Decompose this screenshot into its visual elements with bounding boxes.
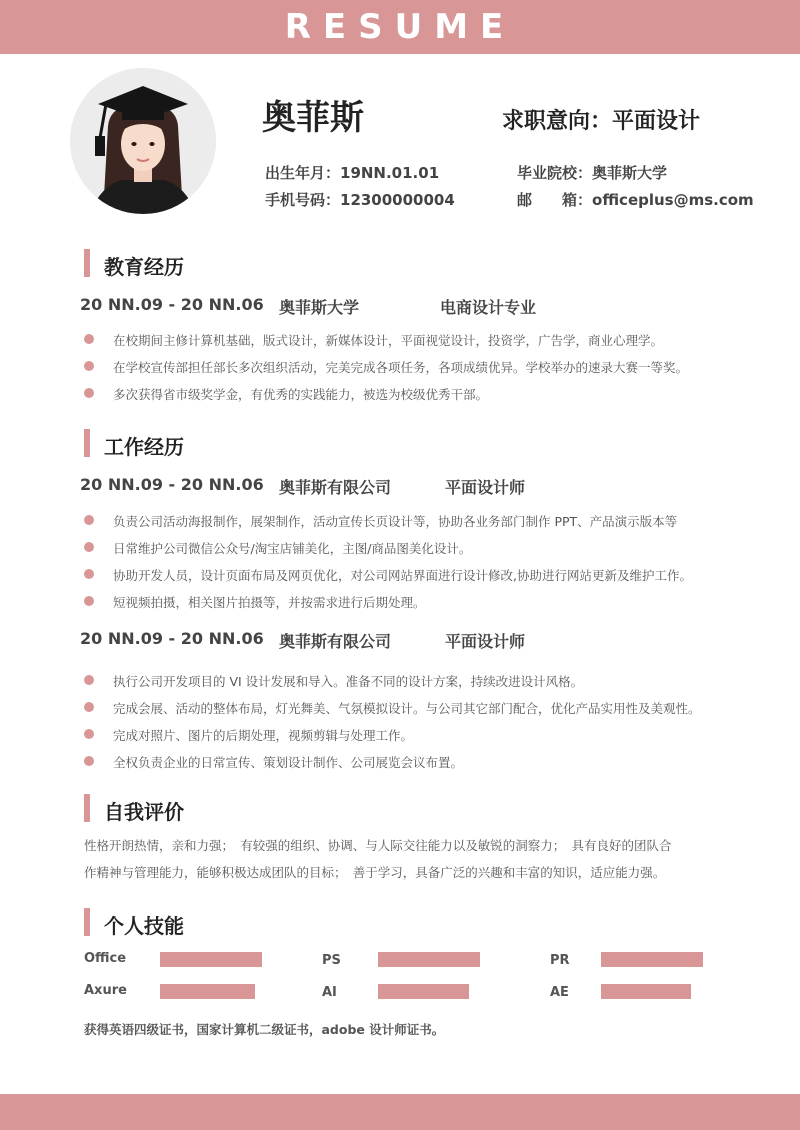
skill-label: AE	[550, 985, 569, 1000]
email-label: 邮 箱：	[517, 191, 593, 209]
section-marker	[84, 908, 90, 936]
section-marker	[84, 429, 90, 457]
job-bullet: 执行公司开发项目的 VI 设计发展和导入。准备不同的设计方案，持续改进设计风格。	[113, 674, 584, 689]
footer-band	[0, 1094, 800, 1130]
job-date: 20 NN.09 - 20 NN.06	[80, 475, 264, 494]
skill-level-bar	[601, 984, 691, 999]
skill-level-bar	[378, 952, 480, 967]
resume-title: RESUME	[284, 7, 516, 47]
job-intent: 求职意向：平面设计	[502, 109, 701, 134]
candidate-name: 奥菲斯	[262, 98, 364, 138]
header-band	[0, 0, 800, 54]
job-role: 平面设计师	[445, 478, 526, 497]
email-row	[517, 189, 754, 210]
self-eval-line: 性格开朗热情，亲和力强； 有较强的组织、协调、与人际交往能力以及敏锐的洞察力； 具有良好的团队合	[84, 838, 672, 853]
bullet-dot	[84, 569, 94, 579]
skill-label: AI	[322, 985, 337, 1000]
bullet-dot	[84, 542, 94, 552]
skill-level-bar	[160, 952, 262, 967]
skill-label: PS	[322, 953, 341, 968]
bullet-dot	[84, 702, 94, 712]
education-school: 奥菲斯大学	[279, 298, 360, 317]
phone-number: 手机号码：12300000004	[265, 191, 455, 209]
birth-date: 出生年月：19NN.01.01	[265, 164, 440, 182]
certificates: 获得英语四级证书，国家计算机二级证书，adobe 设计师证书。	[84, 1022, 445, 1037]
job-bullet: 全权负责企业的日常宣传、策划设计制作、公司展览会议布置。	[113, 755, 464, 770]
education-bullet: 在学校宣传部担任部长多次组织活动，完美完成各项任务，各项成绩优异。学校举办的速录大赛一等奖。	[113, 360, 689, 375]
profile-photo	[70, 68, 216, 214]
job-company: 奥菲斯有限公司	[279, 478, 392, 497]
bullet-dot	[84, 729, 94, 739]
education-title: 教育经历	[104, 255, 184, 279]
section-marker	[84, 794, 90, 822]
skill-level-bar	[378, 984, 469, 999]
skill-label: Axure	[84, 983, 127, 998]
email-value: officeplus@ms.com	[592, 191, 754, 209]
bullet-dot	[84, 596, 94, 606]
bullet-dot	[84, 361, 94, 371]
bullet-dot	[84, 334, 94, 344]
bullet-dot	[84, 388, 94, 398]
job-date: 20 NN.09 - 20 NN.06	[80, 629, 264, 648]
skills-title: 个人技能	[104, 914, 184, 938]
section-marker	[84, 249, 90, 277]
education-bullet: 多次获得省市级奖学金，有优秀的实践能力，被选为校级优秀干部。	[113, 387, 489, 402]
bullet-dot	[84, 756, 94, 766]
bullet-dot	[84, 515, 94, 525]
education-bullet: 在校期间主修计算机基础，版式设计，新媒体设计，平面视觉设计，投资学，广告学，商业心理学。	[113, 333, 664, 348]
skill-label: Office	[84, 951, 127, 966]
self-eval-title: 自我评价	[104, 800, 184, 824]
job-bullet: 日常维护公司微信公众号/淘宝店铺美化，主图/商品图美化设计。	[113, 541, 472, 556]
job-bullet: 完成对照片、图片的后期处理，视频剪辑与处理工作。	[113, 728, 414, 743]
skill-level-bar	[601, 952, 703, 967]
job-role: 平面设计师	[445, 632, 526, 651]
self-eval-text	[84, 832, 724, 886]
self-eval-line: 作精神与管理能力，能够积极达成团队的目标； 善于学习，具备广泛的兴趣和丰富的知识，适应能力强。	[84, 865, 666, 880]
job-bullet: 协助开发人员，设计页面布局及网页优化，对公司网站界面进行设计修改,协助进行网站更新及维护工作。	[113, 568, 692, 583]
job-bullet: 负责公司活动海报制作，展架制作，活动宣传长页设计等，协助各业务部门制作 PPT、产品演示版本等	[113, 514, 678, 529]
work-title: 工作经历	[104, 435, 184, 459]
skill-level-bar	[160, 984, 255, 999]
graduate-portrait-image	[70, 68, 216, 214]
education-major: 电商设计专业	[440, 298, 537, 317]
job-bullet: 短视频拍摄，相关图片拍摄等，并按需求进行后期处理。	[113, 595, 426, 610]
skill-label: PR	[550, 953, 570, 968]
education-date: 20 NN.09 - 20 NN.06	[80, 295, 264, 314]
job-bullet: 完成会展、活动的整体布局，灯光舞美、气氛模拟设计。与公司其它部门配合，优化产品实用性及美观性。	[113, 701, 701, 716]
bullet-dot	[84, 675, 94, 685]
graduation-school: 毕业院校：奥菲斯大学	[517, 164, 668, 182]
job-company: 奥菲斯有限公司	[279, 632, 392, 651]
